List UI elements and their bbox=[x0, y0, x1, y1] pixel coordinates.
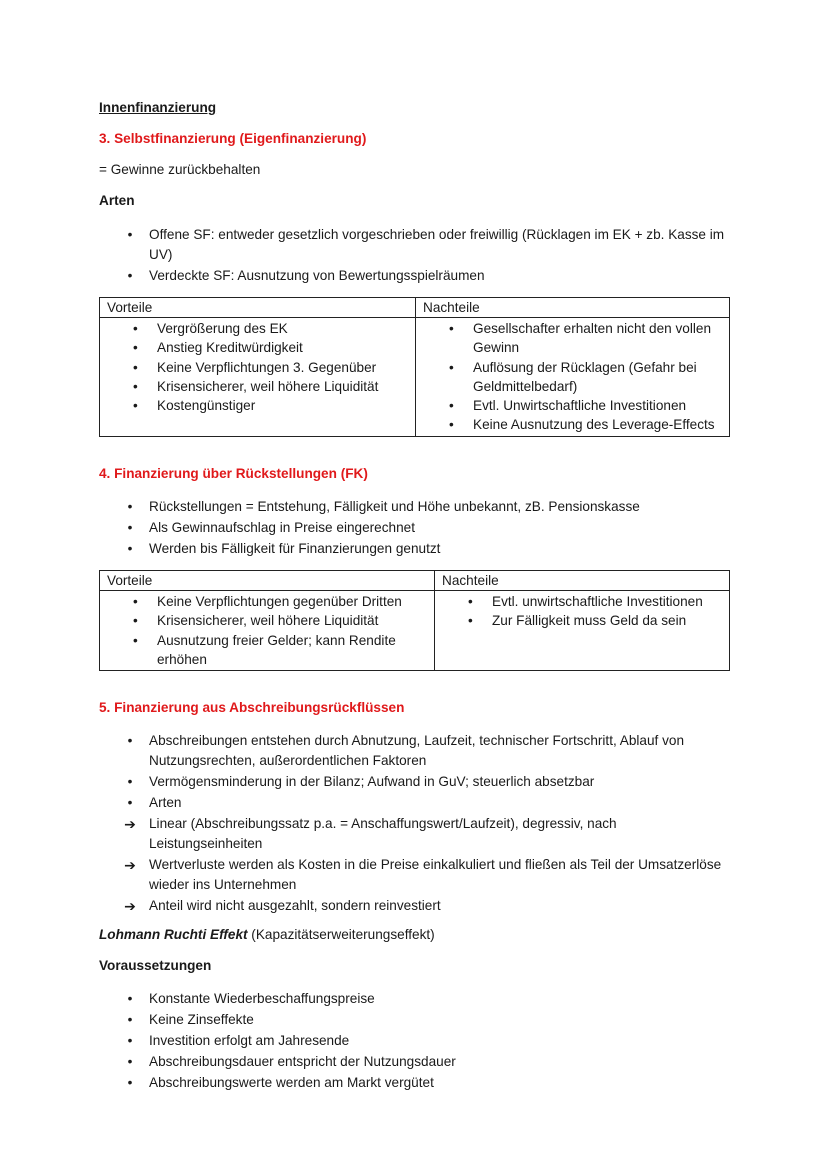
list-item: • Abschreibungswerte werden am Markt vergütet bbox=[99, 1073, 731, 1093]
list-item: • Krisensicherer, weil höhere Liquidität bbox=[107, 611, 427, 630]
list-item: • Keine Verpflichtungen 3. Gegenüber bbox=[107, 358, 408, 377]
bullet-icon: • bbox=[133, 321, 138, 336]
list-item: • Offene SF: entweder gesetzlich vorgeschrieben oder freiwillig (Rücklagen im EK + zb. Kasse im UV) bbox=[99, 225, 731, 265]
bullet-icon: • bbox=[127, 268, 133, 283]
effekt-subtitle: (Kapazitätserweiterungseffekt) bbox=[247, 927, 435, 942]
effekt-line bbox=[99, 927, 435, 942]
effekt-name: Lohmann Ruchti Effekt bbox=[99, 927, 248, 942]
bullet-icon: • bbox=[133, 632, 138, 648]
section-3-definition: = Gewinne zurückbehalten bbox=[99, 162, 261, 177]
list-item: ➔ Linear (Abschreibungssatz p.a. = Anschaffungswert/Laufzeit), degressiv, nach Leistungseinheiten bbox=[99, 814, 731, 854]
bullet-icon: • bbox=[127, 991, 133, 1006]
bullet-icon: • bbox=[449, 417, 454, 433]
section-4-bullets bbox=[99, 497, 731, 560]
list-item: • Vermögensminderung in der Bilanz; Aufwand in GuV; steuerlich absetzbar bbox=[99, 772, 731, 792]
vorteile-cell bbox=[100, 591, 435, 671]
section-3-title: 3. Selbstfinanzierung (Eigenfinanzierung) bbox=[99, 131, 367, 146]
bullet-icon: • bbox=[133, 594, 138, 609]
list-item: • Werden bis Fälligkeit für Finanzierungen genutzt bbox=[99, 539, 731, 559]
list-item: • Konstante Wiederbeschaffungspreise bbox=[99, 989, 731, 1009]
section-4-title: 4. Finanzierung über Rückstellungen (FK) bbox=[99, 466, 368, 481]
bullet-icon: • bbox=[133, 613, 138, 629]
list-item: • Verdeckte SF: Ausnutzung von Bewertungsspielräumen bbox=[99, 266, 731, 286]
bullet-icon: • bbox=[127, 795, 133, 810]
list-item: • Krisensicherer, weil höhere Liquidität bbox=[107, 377, 408, 396]
list-item: • Rückstellungen = Entstehung, Fälligkeit und Höhe unbekannt, zB. Pensionskasse bbox=[99, 497, 731, 517]
list-item: • Gesellschafter erhalten nicht den vollen Gewinn bbox=[449, 321, 712, 356]
list-item: • Arten bbox=[99, 793, 731, 813]
bullet-icon: • bbox=[449, 359, 454, 375]
arrow-right-icon: ➔ bbox=[124, 816, 136, 832]
bullet-icon: • bbox=[127, 1054, 133, 1069]
list-item: • Vergrößerung des EK bbox=[107, 319, 408, 338]
list-item: • Als Gewinnaufschlag in Preise eingerechnet bbox=[99, 518, 731, 538]
section-5-bullets bbox=[99, 731, 731, 917]
list-item: • Abschreibungsdauer entspricht der Nutzungsdauer bbox=[99, 1052, 731, 1072]
bullet-icon: • bbox=[127, 1033, 133, 1048]
list-item: • Auflösung der Rücklagen (Gefahr bei Geldmittelbedarf) bbox=[449, 359, 697, 394]
list-item: • Investition erfolgt am Jahresende bbox=[99, 1031, 731, 1051]
voraussetzungen-label: Voraussetzungen bbox=[99, 958, 212, 973]
list-item: • Keine Verpflichtungen gegenüber Dritten bbox=[107, 592, 427, 611]
bullet-icon: • bbox=[127, 1075, 133, 1090]
bullet-icon: • bbox=[127, 227, 133, 242]
list-item: • Abschreibungen entstehen durch Abnutzung, Laufzeit, technischer Fortschritt, Ablauf von Nutzungsrechten, außerordentlichen Faktoren bbox=[99, 731, 731, 771]
bullet-icon: • bbox=[468, 613, 473, 629]
bullet-icon: • bbox=[127, 733, 133, 748]
list-item: • Ausnutzung freier Gelder; kann Rendite erhöhen bbox=[133, 632, 396, 667]
list-item: • Keine Zinseffekte bbox=[99, 1010, 731, 1030]
list-item: • Keine Ausnutzung des Leverage-Effects bbox=[423, 415, 722, 434]
bullet-icon: • bbox=[133, 340, 138, 356]
bullet-icon: • bbox=[449, 398, 454, 414]
bullet-icon: • bbox=[127, 1012, 133, 1027]
arrow-right-icon: ➔ bbox=[124, 857, 136, 873]
list-item: • Evtl. Unwirtschaftliche Investitionen bbox=[423, 396, 722, 415]
list-item: • Kostengünstiger bbox=[107, 396, 408, 415]
bullet-icon: • bbox=[449, 321, 454, 336]
bullet-icon: • bbox=[133, 398, 138, 414]
bullet-icon: • bbox=[127, 520, 133, 535]
vorteile-cell bbox=[100, 318, 416, 437]
nachteile-cell bbox=[416, 318, 730, 437]
bullet-icon: • bbox=[133, 378, 138, 394]
section-4-table bbox=[99, 570, 730, 671]
list-item: • Zur Fälligkeit muss Geld da sein bbox=[442, 611, 722, 630]
table-header-nachteile: Nachteile bbox=[416, 298, 730, 318]
bullet-icon: • bbox=[127, 541, 133, 556]
voraussetzungen-list bbox=[99, 989, 731, 1094]
nachteile-cell bbox=[435, 591, 730, 671]
bullet-icon: • bbox=[133, 359, 138, 375]
section-5-title: 5. Finanzierung aus Abschreibungsrückflüssen bbox=[99, 700, 405, 715]
list-item: • Evtl. unwirtschaftliche Investitionen bbox=[442, 592, 722, 611]
arrow-right-icon: ➔ bbox=[124, 898, 136, 914]
bullet-icon: • bbox=[468, 594, 473, 609]
section-3-bullets bbox=[99, 225, 731, 287]
bullet-icon: • bbox=[127, 774, 133, 789]
list-item: ➔ Anteil wird nicht ausgezahlt, sondern reinvestiert bbox=[99, 896, 731, 916]
bullet-icon: • bbox=[127, 499, 133, 514]
section-3-table bbox=[99, 297, 730, 437]
arten-label: Arten bbox=[99, 193, 135, 208]
list-item: ➔ Wertverluste werden als Kosten in die Preise einkalkuliert und fließen als Teil der Umsatzerlöse wieder ins Unternehmen bbox=[99, 855, 731, 895]
table-header-vorteile: Vorteile bbox=[100, 571, 435, 591]
table-header-vorteile: Vorteile bbox=[100, 298, 416, 318]
table-header-nachteile: Nachteile bbox=[435, 571, 730, 591]
page-heading: Innenfinanzierung bbox=[99, 100, 217, 115]
list-item: • Anstieg Kreditwürdigkeit bbox=[107, 338, 408, 357]
